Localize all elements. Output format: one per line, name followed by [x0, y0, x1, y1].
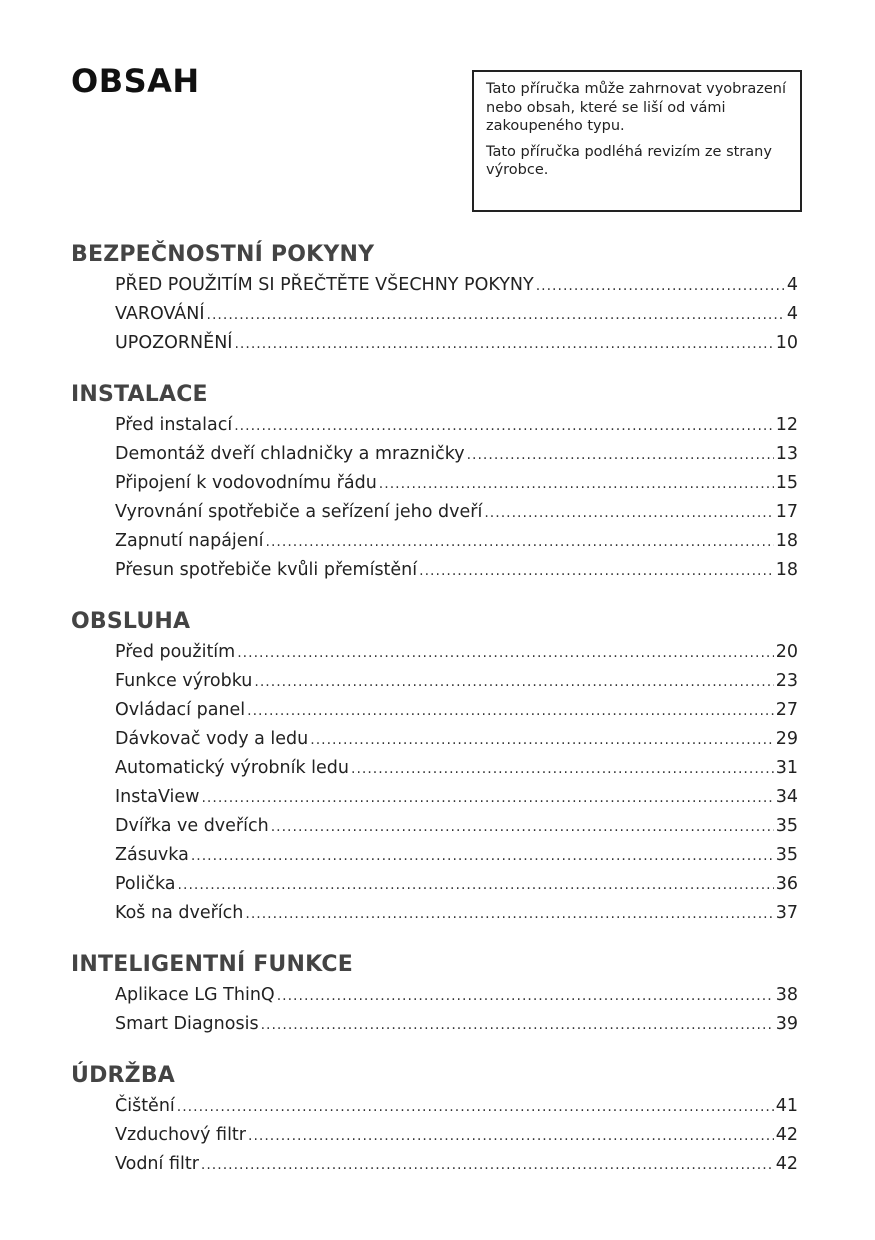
- toc-entry-label: Před instalací: [115, 415, 233, 435]
- page-title: OBSAH: [71, 62, 200, 100]
- dot-leader: [266, 528, 774, 557]
- toc-entry-page: 17: [775, 502, 798, 522]
- toc-entry-page: 15: [775, 473, 798, 493]
- toc-entry-page: 39: [775, 1014, 798, 1034]
- toc-entry[interactable]: [115, 527, 798, 556]
- dot-leader: [484, 499, 773, 528]
- table-of-contents: [71, 240, 798, 1201]
- toc-entry-page: 37: [775, 903, 798, 923]
- toc-entry-label: Demontáž dveří chladničky a mrazničky: [115, 444, 465, 464]
- dot-leader: [271, 813, 774, 842]
- dot-leader: [379, 470, 774, 499]
- toc-section-safety: [71, 240, 798, 358]
- dot-leader: [261, 1011, 774, 1040]
- toc-entry-label: Čištění: [115, 1096, 175, 1116]
- toc-entry-page: 42: [775, 1125, 798, 1145]
- toc-entry[interactable]: [115, 300, 798, 329]
- toc-entry[interactable]: [115, 498, 798, 527]
- dot-leader: [248, 1122, 774, 1151]
- dot-leader: [245, 900, 773, 929]
- dot-leader: [234, 330, 773, 359]
- toc-entry-page: 34: [775, 787, 798, 807]
- dot-leader: [247, 697, 774, 726]
- toc-entry-page: 18: [775, 531, 798, 551]
- toc-entry-label: Přesun spotřebiče kvůli přemístění: [115, 560, 418, 580]
- toc-entry-page: 13: [775, 444, 798, 464]
- toc-section-installation: [71, 380, 798, 585]
- toc-entry-page: 10: [775, 333, 798, 353]
- toc-entry-page: 4: [786, 275, 798, 295]
- toc-entry[interactable]: [115, 469, 798, 498]
- toc-entry[interactable]: [115, 783, 798, 812]
- dot-leader: [419, 557, 774, 586]
- toc-entry[interactable]: [115, 981, 798, 1010]
- toc-entry[interactable]: [115, 1010, 798, 1039]
- toc-entry-page: 29: [775, 729, 798, 749]
- section-title: OBSLUHA: [71, 609, 191, 634]
- dot-leader: [177, 1093, 774, 1122]
- dot-leader: [277, 982, 774, 1011]
- toc-entry[interactable]: [115, 899, 798, 928]
- toc-entry-label: PŘED POUŽITÍM SI PŘEČTĚTE VŠECHNY POKYNY: [115, 275, 534, 295]
- toc-entry-page: 31: [775, 758, 798, 778]
- toc-entry[interactable]: [115, 1121, 798, 1150]
- toc-entry-label: Dávkovač vody a ledu: [115, 729, 309, 749]
- toc-entry-page: 35: [775, 816, 798, 836]
- toc-section-maintenance: [71, 1061, 798, 1179]
- toc-entry-page: 38: [775, 985, 798, 1005]
- toc-entry-label: Smart Diagnosis: [115, 1014, 259, 1034]
- toc-entry-label: Vyrovnání spotřebiče a seřízení jeho dveří: [115, 502, 483, 522]
- toc-entry-label: Automatický výrobník ledu: [115, 758, 349, 778]
- toc-entry-label: Zapnutí napájení: [115, 531, 264, 551]
- toc-entry-label: Připojení k vodovodnímu řádu: [115, 473, 377, 493]
- toc-entry-label: Aplikace LG ThinQ: [115, 985, 275, 1005]
- section-title: INSTALACE: [71, 382, 208, 407]
- dot-leader: [351, 755, 774, 784]
- toc-entry[interactable]: [115, 754, 798, 783]
- toc-entry-page: 27: [775, 700, 798, 720]
- section-title: BEZPEČNOSTNÍ POKYNY: [71, 242, 375, 267]
- toc-entry[interactable]: [115, 841, 798, 870]
- toc-entry-label: Funkce výrobku: [115, 671, 253, 691]
- toc-entry[interactable]: [115, 870, 798, 899]
- dot-leader: [178, 871, 774, 900]
- toc-section-smart-functions: [71, 950, 798, 1039]
- dot-leader: [467, 441, 774, 470]
- toc-entry-page: 23: [775, 671, 798, 691]
- disclaimer-text-2: Tato příručka podléhá revizím ze strany výrobce.: [486, 143, 772, 178]
- dot-leader: [237, 639, 774, 668]
- toc-entry-page: 41: [775, 1096, 798, 1116]
- toc-entry[interactable]: [115, 725, 798, 754]
- toc-entry[interactable]: [115, 440, 798, 469]
- dot-leader: [207, 301, 785, 330]
- section-title: INTELIGENTNÍ FUNKCE: [71, 952, 353, 977]
- toc-entry[interactable]: [115, 1092, 798, 1121]
- toc-section-operation: [71, 607, 798, 928]
- disclaimer-box: [472, 70, 802, 212]
- toc-entry-label: VAROVÁNÍ: [115, 304, 205, 324]
- toc-entry-page: 4: [786, 304, 798, 324]
- dot-leader: [201, 1151, 774, 1180]
- dot-leader: [201, 784, 773, 813]
- toc-entry[interactable]: [115, 1150, 798, 1179]
- toc-entry-label: Před použitím: [115, 642, 236, 662]
- toc-entry-label: Koš na dveřích: [115, 903, 244, 923]
- toc-entry[interactable]: [115, 638, 798, 667]
- toc-entry-label: Dvířka ve dveřích: [115, 816, 269, 836]
- toc-entry-label: Ovládací panel: [115, 700, 246, 720]
- section-title: ÚDRŽBA: [71, 1063, 176, 1088]
- toc-entry[interactable]: [115, 411, 798, 440]
- disclaimer-text-1: Tato příručka může zahrnovat vyobrazení nebo obsah, které se liší od vámi zakoupeného typu.: [486, 81, 786, 134]
- toc-entry-page: 20: [775, 642, 798, 662]
- dot-leader: [234, 412, 773, 441]
- toc-entry-page: 18: [775, 560, 798, 580]
- toc-entry-page: 42: [775, 1154, 798, 1174]
- dot-leader: [254, 668, 773, 697]
- toc-entry[interactable]: [115, 812, 798, 841]
- toc-entry[interactable]: [115, 329, 798, 358]
- toc-entry-page: 12: [775, 415, 798, 435]
- dot-leader: [191, 842, 774, 871]
- dot-leader: [310, 726, 773, 755]
- toc-entry-label: Zásuvka: [115, 845, 189, 865]
- toc-entry-page: 36: [775, 874, 798, 894]
- toc-entry-page: 35: [775, 845, 798, 865]
- toc-entry[interactable]: [115, 271, 798, 300]
- dot-leader: [536, 272, 785, 301]
- toc-entry-label: Polička: [115, 874, 176, 894]
- toc-entry-label: Vzduchový filtr: [115, 1125, 246, 1145]
- toc-entry[interactable]: [115, 556, 798, 585]
- toc-entry-label: InstaView: [115, 787, 200, 807]
- toc-entry-label: UPOZORNĚNÍ: [115, 333, 233, 353]
- toc-entry-label: Vodní filtr: [115, 1154, 199, 1174]
- toc-entry[interactable]: [115, 696, 798, 725]
- toc-entry[interactable]: [115, 667, 798, 696]
